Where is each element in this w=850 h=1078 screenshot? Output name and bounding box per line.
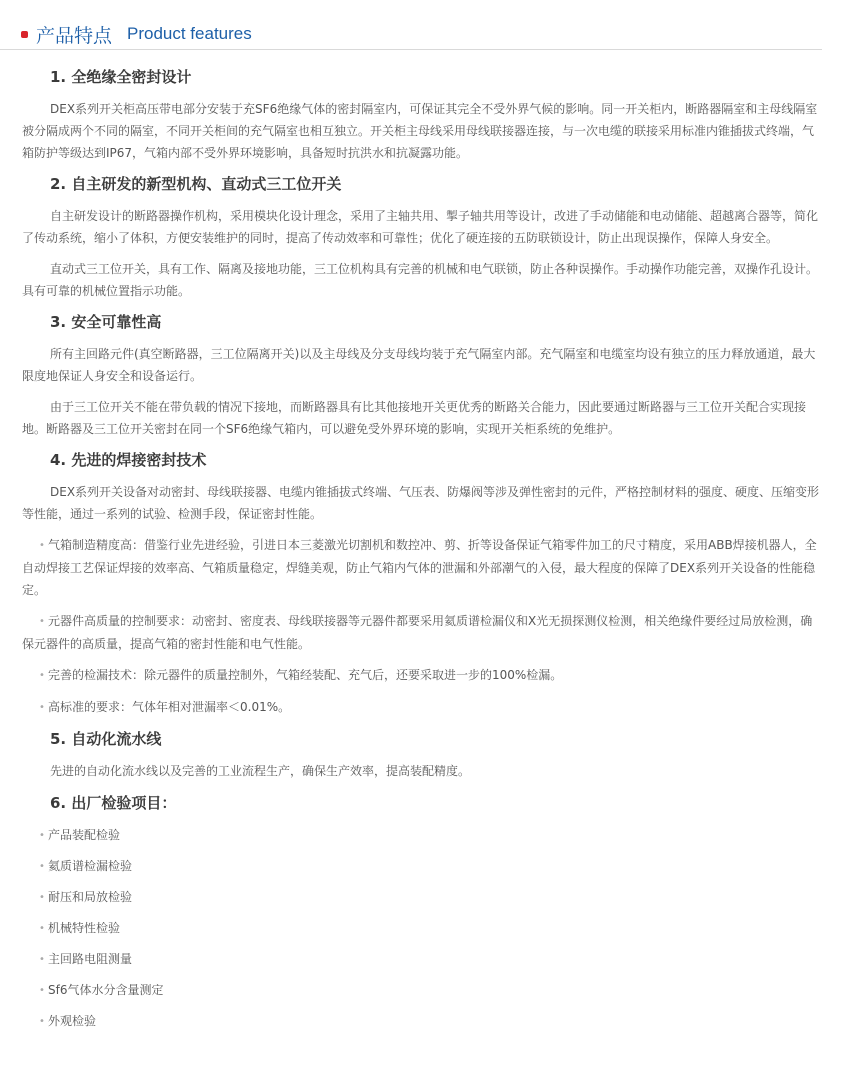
section-3-title: 3. 安全可靠性高 (50, 313, 162, 331)
bullet-dot-icon: • (39, 985, 45, 996)
section-4-paragraph: DEX系列开关设备对动密封、母线联接器、电缆内锥插拔式终端、气压表、防爆阀等涉及弹性密封的元件，严格控制材料的强度、硬度、压缩变形等性能，通过一系列的试验、检测手段，保证密封性能。 (22, 485, 820, 521)
bullet-icon (21, 31, 28, 38)
list-item: • 机械特性检验 (22, 917, 822, 940)
features-content (22, 66, 822, 1041)
list-item: • 完善的检漏技术：除元器件的质量控制外，气箱经装配、充气后，还要采取进一步的100%检漏。 (22, 664, 822, 687)
section-5-title: 5. 自动化流水线 (50, 730, 162, 748)
section-4-title: 4. 先进的焊接密封技术 (50, 451, 207, 469)
list-item: • 主回路电阻测量 (22, 948, 822, 971)
section-1-paragraph: DEX系列开关柜高压带电部分安装于充SF6绝缘气体的密封隔室内，可保证其完全不受外界气候的影响。同一开关柜内，断路器隔室和主母线隔室被分隔成两个不同的隔室，不同开关柜间的充气隔室也相互独立。开关柜主母线采用母线联接器连接，与一次电缆的联接采用标准内锥插拔式终端，气箱防护等级达到IP67，气箱内部不受外界环境影响，具备短时抗洪水和抗凝露功能。 (22, 102, 818, 160)
bullet-dot-icon: • (39, 702, 45, 713)
header-title-cn: 产品特点 (36, 25, 113, 47)
list-item: • Sf6气体水分含量测定 (22, 979, 822, 1002)
header-title-en: Product features (127, 24, 252, 43)
bullet-dot-icon: • (39, 954, 45, 965)
section-2-paragraph-1: 自主研发设计的断路器操作机构，采用模块化设计理念，采用了主轴共用、掣子轴共用等设计，改进了手动储能和电动储能、超越离合器等，简化了传动系统，缩小了体积，方便安装维护的同时，提高了传动效率和可靠性；优化了硬连接的五防联锁设计，防止出现误操作，保障人身安全。 (22, 209, 819, 245)
section-2-paragraph-2: 直动式三工位开关，具有工作、隔离及接地功能，三工位机构具有完善的机械和电气联锁，防止各种误操作。手动操作功能完善，双操作孔设计。具有可靠的机械位置指示功能。 (22, 262, 819, 298)
bullet-dot-icon: • (39, 670, 45, 681)
section-3-paragraph-2: 由于三工位开关不能在带负载的情况下接地，而断路器具有比其他接地开关更优秀的断路关合能力，因此要通过断路器与三工位开关配合实现接地。断路器及三工位开关密封在同一个SF6绝缘气箱内，可以避免受外界环境的影响，实现开关柜系统的免维护。 (22, 400, 807, 436)
list-item: • 气箱制造精度高：借鉴行业先进经验，引进日本三菱激光切割机和数控冲、剪、折等设备保证气箱零件加工的尺寸精度，采用ABB焊接机器人，全自动焊接工艺保证焊接的效率高、气箱质量稳定，焊缝美观，防止气箱内气体的泄漏和外部潮气的入侵，最大程度的保障了DEX系列开关设备的性能稳定。 (22, 534, 822, 601)
bullet-dot-icon: • (39, 1016, 45, 1027)
bullet-dot-icon: • (39, 923, 45, 934)
section-2-title: 2. 自主研发的新型机构、直动式三工位开关 (50, 175, 342, 193)
section-6-title: 6. 出厂检验项目： (50, 794, 177, 812)
list-item: • 元器件高质量的控制要求：动密封、密度表、母线联接器等元器件都要采用氦质谱检漏仪和X光无损探测仪检测，相关绝缘件要经过局放检测，确保元器件的高质量，提高气箱的密封性能和电气性能。 (22, 610, 822, 655)
bullet-dot-icon: • (39, 861, 45, 872)
section-header (0, 18, 822, 50)
list-item: • 氦质谱检漏检验 (22, 855, 822, 878)
bullet-dot-icon: • (39, 830, 45, 841)
bullet-dot-icon: • (39, 540, 45, 551)
section-3-paragraph-1: 所有主回路元件(真空断路器，三工位隔离开关)以及主母线及分支母线均装于充气隔室内部。充气隔室和电缆室均设有独立的压力释放通道，最大限度地保证人身安全和设备运行。 (22, 347, 816, 383)
list-item: • 外观检验 (22, 1010, 822, 1033)
section-1-title: 1. 全绝缘全密封设计 (50, 68, 192, 86)
section-5-paragraph: 先进的自动化流水线以及完善的工业流程生产，确保生产效率，提高装配精度。 (50, 764, 471, 778)
bullet-dot-icon: • (39, 616, 45, 627)
bullet-dot-icon: • (39, 892, 45, 903)
list-item: • 高标准的要求：气体年相对泄漏率＜0.01%。 (22, 696, 822, 719)
list-item: • 产品装配检验 (22, 824, 822, 847)
list-item: • 耐压和局放检验 (22, 886, 822, 909)
